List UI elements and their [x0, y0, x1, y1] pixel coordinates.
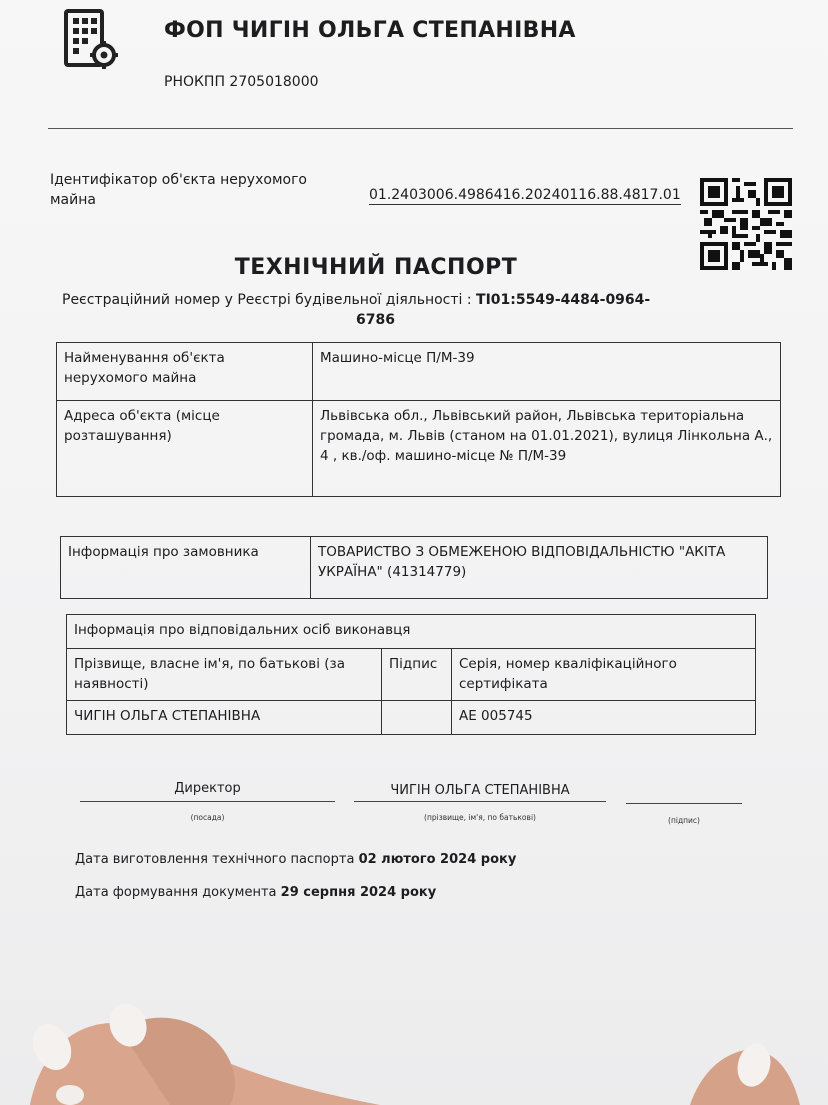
- customer-table: [60, 536, 768, 599]
- table-row: [67, 649, 756, 701]
- registration-line: [62, 288, 712, 312]
- formation-date-value: 29 серпня 2024 року: [280, 885, 437, 900]
- executor-signature: [382, 701, 452, 735]
- position-caption: (посада): [190, 813, 225, 822]
- signature-line: [626, 803, 742, 804]
- table-row: [57, 343, 781, 401]
- document-title: ТЕХНІЧНИЙ ПАСПОРТ: [234, 255, 518, 280]
- header-certificate: Серія, номер кваліфікаційного сертифіката: [452, 649, 756, 701]
- position-line: [80, 801, 335, 802]
- object-address-value: Львівська обл., Львівський район, Львівська територіальна громада, м. Львів (станом на 01.01.2021), вулиця Лінкольна А., 4 , кв./оф. машино-місце № П/М-39: [313, 401, 781, 497]
- executor-table-title: Інформація про відповідальних осіб виконавця: [67, 615, 756, 649]
- signer-position: Директор: [174, 781, 241, 796]
- production-date: [75, 852, 516, 867]
- header-signature: Підпис: [382, 649, 452, 701]
- formation-date-label: Дата формування документа: [75, 885, 277, 900]
- executor-name: ЧИГІН ОЛЬГА СТЕПАНІВНА: [67, 701, 382, 735]
- formation-date: [75, 885, 436, 900]
- table-row: [61, 537, 768, 599]
- header-full-name: Прізвище, власне ім'я, по батькові (за наявності): [67, 649, 382, 701]
- production-date-label: Дата виготовлення технічного паспорта: [75, 852, 355, 867]
- company-name: ФОП ЧИГІН ОЛЬГА СТЕПАНІВНА: [164, 18, 576, 43]
- building-gear-icon: [62, 8, 118, 70]
- header-divider: [48, 128, 793, 129]
- table-row: [67, 615, 756, 649]
- object-name-value: Машино-місце П/М-39: [313, 343, 781, 401]
- registration-label: Реєстраційний номер у Реєстрі будівельної діяльності :: [62, 292, 472, 308]
- name-caption: (прізвище, ім'я, по батькові): [424, 813, 536, 822]
- identifier-value: 01.2403006.4986416.20240116.88.4817.01: [369, 187, 681, 203]
- customer-label: Інформація про замовника: [61, 537, 311, 599]
- production-date-value: 02 лютого 2024 року: [358, 852, 517, 867]
- executor-certificate: АЕ 005745: [452, 701, 756, 735]
- hand-holding-paper: [0, 995, 828, 1105]
- object-table: [56, 342, 781, 497]
- registration-number-continued: 6786: [356, 312, 395, 328]
- table-row: [67, 701, 756, 735]
- registration-number: ТІ01:5549-4484-0964-: [476, 292, 651, 308]
- signer-name: ЧИГІН ОЛЬГА СТЕПАНІВНА: [390, 783, 570, 798]
- signature-caption: (підпис): [668, 816, 700, 825]
- rnokpp-code: РНОКПП 2705018000: [164, 74, 319, 90]
- object-address-label: Адреса об'єкта (місце розташування): [57, 401, 313, 497]
- table-row: [57, 401, 781, 497]
- executor-table: [66, 614, 756, 735]
- customer-value: ТОВАРИСТВО З ОБМЕЖЕНОЮ ВІДПОВІДАЛЬНІСТЮ "АКІТА УКРАЇНА" (41314779): [311, 537, 768, 599]
- identifier-label: Ідентифікатор об'єкта нерухомого майна: [50, 172, 307, 208]
- name-line: [354, 801, 606, 802]
- object-name-label: Найменування об'єкта нерухомого майна: [57, 343, 313, 401]
